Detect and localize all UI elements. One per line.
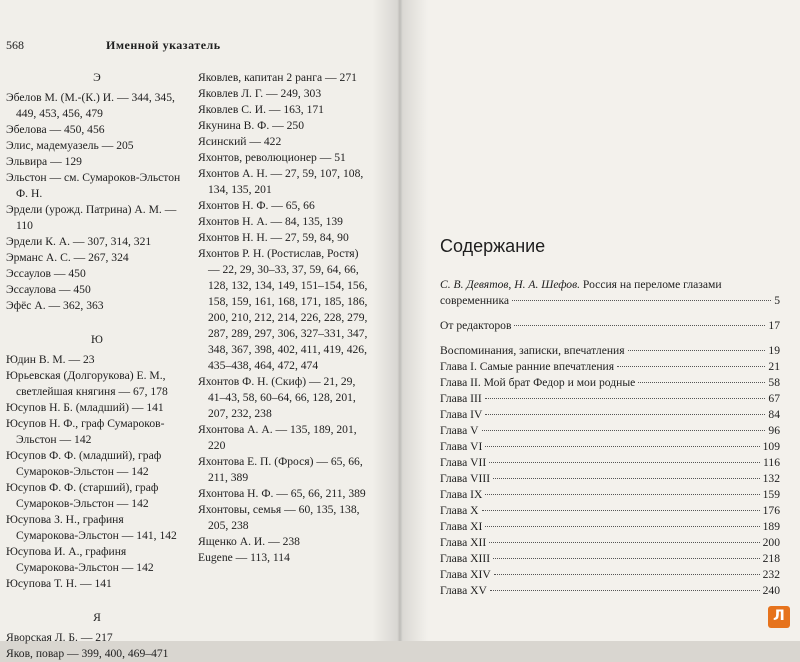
index-entry: Яхонтов Р. Н. (Ростислав, Ростя) — 22, 29, 30–33, 37, 59, 64, 66, 128, 132, 134, 149, 151–154, 156, 158, 159, 161, 168, 171, 185, 186, 200, 210, 212, 214, 226, 228, 279, 287, 289, 297, 306, 327–331, 347, 348, 367, 398, 402, 411, 419, 426, 435–438, 464, 472, 474 <box>198 247 368 372</box>
toc-entry-section <box>440 343 780 359</box>
toc-entry-label: От редакторов <box>440 319 512 332</box>
toc-page-number: 232 <box>762 568 780 581</box>
toc-chapter-list <box>440 359 780 599</box>
toc-leader-dots <box>482 430 766 431</box>
toc-chapter-row <box>440 359 780 375</box>
index-entry: Юсупова З. Н., графиня Сумарокова-Эльстон — 141, 142 <box>6 513 177 542</box>
page-number: 568 <box>6 38 24 52</box>
index-entry: Ященко А. И. — 238 <box>198 535 300 548</box>
toc-leader-dots <box>493 558 760 559</box>
index-entry: Яхонтова Н. Ф. — 65, 66, 211, 389 <box>198 487 366 500</box>
toc-chapter-label: Глава I. Самые ранние впечатления <box>440 360 615 373</box>
toc-chapter-row <box>440 455 780 471</box>
toc-chapter-row <box>440 423 780 439</box>
index-entry: Юсупов Н. Ф., граф Сумароков-Эльстон — 142 <box>6 417 165 446</box>
index-entry: Юсупов Н. Б. (младший) — 141 <box>6 401 164 414</box>
toc-chapter-label: Глава II. Мой брат Федор и мои родные <box>440 376 636 389</box>
index-entry: Яхонтов Ф. Н. (Скиф) — 21, 29, 41–43, 58, 60–64, 66, 128, 201, 207, 232, 238 <box>198 375 356 420</box>
index-letter-ya: Я <box>93 611 101 624</box>
toc-intro-title-line2: современника <box>440 294 510 307</box>
index-entry: Элис, мадемуазель — 205 <box>6 139 134 152</box>
toc-chapter-label: Глава VII <box>440 456 487 469</box>
toc-leader-dots <box>628 350 766 351</box>
toc-leader-dots <box>494 574 760 575</box>
index-entry: Ясинский — 422 <box>198 135 282 148</box>
toc-leader-dots <box>485 494 759 495</box>
index-entry: Эрдели К. А. — 307, 314, 321 <box>6 235 152 248</box>
index-entry: Яворская Л. Б. — 217 <box>6 631 113 644</box>
toc-chapter-label: Глава III <box>440 392 482 405</box>
toc-leader-dots <box>485 446 759 447</box>
toc-page-number: 96 <box>768 424 780 437</box>
toc-heading: Содержание <box>440 236 546 256</box>
toc-chapter-label: Глава XII <box>440 536 487 549</box>
index-entry: Яхонтовы, семья — 60, 135, 138, 205, 238 <box>198 503 360 532</box>
index-entry: Эфёс А. — 362, 363 <box>6 299 104 312</box>
toc-page-number: 19 <box>768 344 780 357</box>
toc-chapter-label: Глава XI <box>440 520 483 533</box>
toc-entry-intro-line2 <box>440 293 780 309</box>
toc-leader-dots <box>490 590 760 591</box>
index-entry: Яковлев, капитан 2 ранга — 271 <box>198 71 357 84</box>
table-of-contents <box>440 277 780 599</box>
index-entry: Яхонтов Н. Н. — 27, 59, 84, 90 <box>198 231 349 244</box>
toc-chapter-label: Глава XIV <box>440 568 491 581</box>
index-column-2 <box>198 70 368 566</box>
toc-page-number: 189 <box>762 520 780 533</box>
index-entry: Юсупова И. А., графиня Сумарокова-Эльстон — 142 <box>6 545 154 574</box>
toc-page-number: 109 <box>762 440 780 453</box>
toc-chapter-row <box>440 551 780 567</box>
index-entry: Юсупов Ф. Ф. (старший), граф Сумароков-Эльстон — 142 <box>6 481 159 510</box>
toc-chapter-row <box>440 407 780 423</box>
toc-leader-dots <box>514 325 765 326</box>
toc-intro-title-line1: Россия на переломе глазами <box>582 278 722 291</box>
index-entry: Якунина В. Ф. — 250 <box>198 119 305 132</box>
toc-page-number: 21 <box>768 360 780 373</box>
toc-entry-label: Воспоминания, записки, впечатления <box>440 344 625 357</box>
toc-chapter-label: Глава IX <box>440 488 483 501</box>
toc-leader-dots <box>482 510 760 511</box>
toc-chapter-label: Глава VIII <box>440 472 491 485</box>
toc-chapter-row <box>440 583 780 599</box>
index-entry: Эрдели (урожд. Патрина) А. М. — 110 <box>6 203 177 232</box>
toc-leader-dots <box>489 542 759 543</box>
index-column-1 <box>6 70 188 662</box>
index-entry: Яков, повар — 399, 400, 469–471 <box>6 647 169 660</box>
toc-chapter-row <box>440 519 780 535</box>
left-page <box>0 0 400 660</box>
index-entry: Яковлев Л. Г. — 249, 303 <box>198 87 322 100</box>
toc-chapter-row <box>440 503 780 519</box>
index-entry: Яхонтов Н. А. — 84, 135, 139 <box>198 215 343 228</box>
toc-entry-intro <box>440 277 780 309</box>
toc-entry-editors <box>440 318 780 334</box>
toc-page-number: 132 <box>762 472 780 485</box>
toc-leader-dots <box>485 398 766 399</box>
toc-page-number: 116 <box>763 456 780 469</box>
toc-leader-dots <box>489 462 760 463</box>
toc-chapter-row <box>440 391 780 407</box>
toc-chapter-label: Глава X <box>440 504 479 517</box>
index-entry: Яхонтов Н. Ф. — 65, 66 <box>198 199 315 212</box>
toc-page-number: 159 <box>762 488 780 501</box>
index-entry: Яхонтов А. Н. — 27, 59, 107, 108, 134, 135, 201 <box>198 167 364 196</box>
toc-leader-dots <box>485 414 765 415</box>
index-entry: Эссаулов — 450 <box>6 267 86 280</box>
running-head-title: Именной указатель <box>106 38 221 52</box>
index-entry: Яхонтова А. А. — 135, 189, 201, 220 <box>198 423 357 452</box>
index-letter-yu: Ю <box>91 333 103 346</box>
book-gutter <box>372 0 428 641</box>
toc-chapter-row <box>440 375 780 391</box>
toc-authors: С. В. Девятов, Н. А. Шефов. <box>440 278 581 291</box>
toc-chapter-row <box>440 567 780 583</box>
toc-leader-dots <box>617 366 765 367</box>
toc-chapter-label: Глава XV <box>440 584 487 597</box>
index-entry: Эссаулова — 450 <box>6 283 91 296</box>
index-entry: Яхонтова Е. П. (Фрося) — 65, 66, 211, 389 <box>198 455 363 484</box>
index-entry: Яхонтов, революционер — 51 <box>198 151 346 164</box>
toc-chapter-label: Глава V <box>440 424 479 437</box>
toc-chapter-label: Глава XIII <box>440 552 491 565</box>
toc-page-number: 67 <box>768 392 780 405</box>
toc-page-number: 84 <box>768 408 780 421</box>
index-entry: Юдин В. М. — 23 <box>6 353 95 366</box>
index-entry: Эбелов М. (М.-(К.) И. — 344, 345, 449, 453, 456, 479 <box>6 91 175 120</box>
toc-chapter-row <box>440 471 780 487</box>
index-entry: Яковлев С. И. — 163, 171 <box>198 103 324 116</box>
toc-chapter-row <box>440 487 780 503</box>
toc-chapter-row <box>440 535 780 551</box>
toc-leader-dots <box>485 526 759 527</box>
toc-page-number: 200 <box>762 536 780 549</box>
toc-leader-dots <box>512 300 771 301</box>
index-entry: Eugene — 113, 114 <box>198 551 290 564</box>
toc-page-number: 218 <box>762 552 780 565</box>
toc-chapter-label: Глава IV <box>440 408 483 421</box>
toc-page-number: 58 <box>768 376 780 389</box>
toc-leader-dots <box>493 478 760 479</box>
toc-entry-intro-line1 <box>440 277 780 293</box>
toc-page-number: 176 <box>762 504 780 517</box>
index-entry: Юрьевская (Долгорукова) Е. М., светлейшая княгиня — 67, 178 <box>6 369 168 398</box>
toc-page-number: 5 <box>774 294 780 307</box>
index-entry: Юсупов Ф. Ф. (младший), граф Сумароков-Эльстон — 142 <box>6 449 162 478</box>
index-entry: Эбелова — 450, 456 <box>6 123 105 136</box>
index-letter-e: Э <box>93 71 101 84</box>
index-entry: Эльвира — 129 <box>6 155 82 168</box>
index-entry: Юсупова Т. Н. — 141 <box>6 577 112 590</box>
toc-chapter-label: Глава VI <box>440 440 483 453</box>
publisher-logo-icon <box>768 606 790 628</box>
toc-page-number: 240 <box>762 584 780 597</box>
index-entry: Эльстон — см. Сумароков-Эльстон Ф. Н. <box>6 171 181 200</box>
toc-page-number: 17 <box>768 319 780 332</box>
toc-leader-dots <box>638 382 765 383</box>
toc-chapter-row <box>440 439 780 455</box>
index-entry: Эрманс А. С. — 267, 324 <box>6 251 129 264</box>
running-head <box>6 38 221 53</box>
